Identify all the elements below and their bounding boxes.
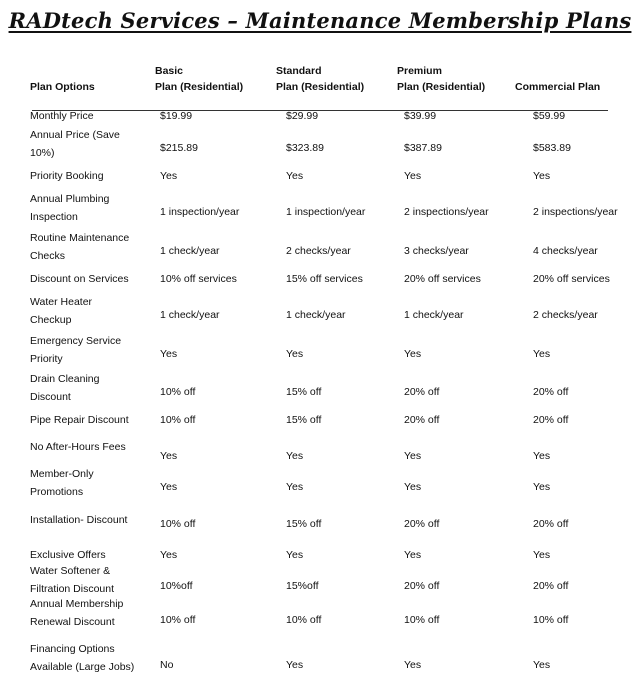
standard-value: Yes <box>286 348 304 360</box>
commercial-value: 10% off <box>533 614 569 626</box>
commercial-value: Yes <box>533 549 551 561</box>
standard-value: 10% off <box>286 614 322 626</box>
standard-value: Yes <box>286 450 304 462</box>
commercial-value: 20% off <box>533 386 569 398</box>
standard-value: $29.99 <box>286 110 319 122</box>
row-label <box>30 333 121 368</box>
document-title-text: RADtech Services – Maintenance Membership Plans <box>8 8 632 33</box>
standard-value: 1 inspection/year <box>286 206 366 218</box>
basic-value: Yes <box>160 481 178 493</box>
row-label <box>30 412 129 430</box>
premium-value: 20% off <box>404 518 440 530</box>
basic-value: 10% off <box>160 614 196 626</box>
col-header-premium <box>397 64 485 95</box>
col-header-basic-line1: Basic <box>155 65 184 77</box>
basic-value: Yes <box>160 450 178 462</box>
col-header-standard <box>276 64 364 95</box>
col-header-basic <box>155 64 243 95</box>
row-label-line: Renewal Discount <box>30 615 115 628</box>
row-label-line: Installation- Discount <box>30 514 128 526</box>
commercial-value: 2 checks/year <box>533 309 598 321</box>
standard-value: 1 check/year <box>286 309 346 321</box>
standard-value: 15% off services <box>286 273 363 285</box>
row-label-line: Available (Large Jobs) <box>30 660 135 673</box>
col-header-commercial <box>515 80 600 96</box>
row-label-line: Financing Options <box>30 643 115 655</box>
commercial-value: 2 inspections/year <box>533 206 618 218</box>
row-label <box>30 596 123 631</box>
col-header-premium-line2: Plan (Residential) <box>397 80 486 93</box>
row-label <box>30 191 109 226</box>
basic-value: No <box>160 659 174 671</box>
commercial-value: $59.99 <box>533 110 566 122</box>
standard-value: 15%off <box>286 580 319 592</box>
standard-value: 15% off <box>286 386 322 398</box>
col-header-basic-line2: Plan (Residential) <box>155 80 244 93</box>
premium-value: Yes <box>404 481 422 493</box>
row-label-line: Promotions <box>30 485 84 498</box>
row-label <box>30 439 126 457</box>
col-header-commercial-label: Commercial Plan <box>515 81 601 93</box>
standard-value: Yes <box>286 549 304 561</box>
standard-value: 15% off <box>286 518 322 530</box>
row-label-line: Priority <box>30 352 63 365</box>
row-label-line: Inspection <box>30 210 78 223</box>
basic-value: $19.99 <box>160 110 193 122</box>
basic-value: Yes <box>160 170 178 182</box>
row-label <box>30 294 92 329</box>
standard-value: $323.89 <box>286 142 324 154</box>
basic-value: 1 check/year <box>160 309 220 321</box>
row-label-line: Pipe Repair Discount <box>30 414 129 426</box>
premium-value: 10% off <box>404 614 440 626</box>
row-label-line: Routine Maintenance <box>30 232 130 244</box>
row-label-line: Member-Only <box>30 468 94 480</box>
premium-value: $387.89 <box>404 142 442 154</box>
premium-value: 20% off <box>404 580 440 592</box>
document-title <box>0 8 640 33</box>
basic-value: 10%off <box>160 580 193 592</box>
row-label-line: Checks <box>30 249 66 262</box>
basic-value: 1 inspection/year <box>160 206 240 218</box>
premium-value: Yes <box>404 450 422 462</box>
row-label-line: Discount on Services <box>30 273 129 285</box>
row-label <box>30 512 127 530</box>
premium-value: 1 check/year <box>404 309 464 321</box>
row-label <box>30 168 104 186</box>
row-label-line: Checkup <box>30 313 72 326</box>
row-label <box>30 127 120 162</box>
standard-value: 2 checks/year <box>286 245 351 257</box>
row-label <box>30 466 94 501</box>
row-label <box>30 371 99 406</box>
row-label-line: Priority Booking <box>30 170 104 182</box>
row-label <box>30 108 94 126</box>
commercial-value: 20% off <box>533 518 569 530</box>
premium-value: 20% off <box>404 414 440 426</box>
col-header-premium-line1: Premium <box>397 65 442 77</box>
row-label-line: Exclusive Offers <box>30 549 106 561</box>
commercial-value: 20% off <box>533 414 569 426</box>
standard-value: Yes <box>286 659 304 671</box>
premium-value: Yes <box>404 549 422 561</box>
premium-value: $39.99 <box>404 110 437 122</box>
commercial-value: Yes <box>533 481 551 493</box>
row-label-line: 10%) <box>30 146 55 159</box>
standard-value: 15% off <box>286 414 322 426</box>
commercial-value: Yes <box>533 170 551 182</box>
row-label-line: Emergency Service <box>30 335 122 347</box>
commercial-value: 20% off services <box>533 273 610 285</box>
commercial-value: Yes <box>533 348 551 360</box>
basic-value: $215.89 <box>160 142 198 154</box>
premium-value: 3 checks/year <box>404 245 469 257</box>
basic-value: 10% off services <box>160 273 237 285</box>
premium-value: Yes <box>404 170 422 182</box>
premium-value: Yes <box>404 659 422 671</box>
col-header-plan-options <box>30 80 95 96</box>
premium-value: 20% off <box>404 386 440 398</box>
premium-value: Yes <box>404 348 422 360</box>
commercial-value: 20% off <box>533 580 569 592</box>
premium-value: 2 inspections/year <box>404 206 489 218</box>
basic-value: 10% off <box>160 386 196 398</box>
basic-value: 1 check/year <box>160 245 220 257</box>
col-header-plan-options-label: Plan Options <box>30 81 95 93</box>
row-label <box>30 230 129 265</box>
standard-value: Yes <box>286 170 304 182</box>
basic-value: Yes <box>160 348 178 360</box>
row-label <box>30 547 106 565</box>
commercial-value: Yes <box>533 450 551 462</box>
row-label <box>30 271 129 289</box>
standard-value: Yes <box>286 481 304 493</box>
col-header-standard-line1: Standard <box>276 65 322 77</box>
row-label-line: Discount <box>30 390 71 403</box>
basic-value: 10% off <box>160 518 196 530</box>
header-divider <box>32 110 608 111</box>
row-label <box>30 641 134 676</box>
commercial-value: $583.89 <box>533 142 571 154</box>
row-label-line: Filtration Discount <box>30 582 115 595</box>
row-label-line: Drain Cleaning <box>30 373 100 385</box>
row-label-line: Annual Plumbing <box>30 193 110 205</box>
row-label-line: Water Heater <box>30 296 93 308</box>
row-label-line: Monthly Price <box>30 110 94 122</box>
row-label <box>30 563 114 598</box>
row-label-line: No After-Hours Fees <box>30 441 126 453</box>
commercial-value: 4 checks/year <box>533 245 598 257</box>
col-header-standard-line2: Plan (Residential) <box>276 80 365 93</box>
row-label-line: Annual Membership <box>30 598 124 610</box>
commercial-value: Yes <box>533 659 551 671</box>
premium-value: 20% off services <box>404 273 481 285</box>
basic-value: Yes <box>160 549 178 561</box>
row-label-line: Annual Price (Save <box>30 129 120 141</box>
basic-value: 10% off <box>160 414 196 426</box>
row-label-line: Water Softener & <box>30 565 111 577</box>
